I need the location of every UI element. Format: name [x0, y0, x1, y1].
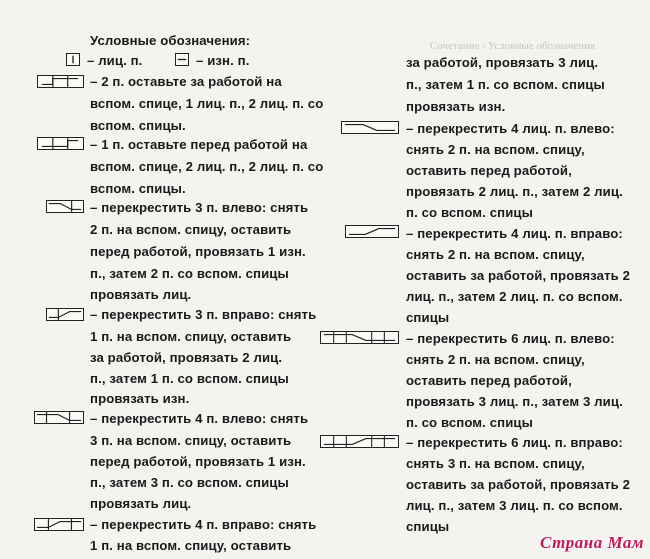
right-item-5-line-3: оставить за работой, провязать 2	[406, 477, 631, 492]
purl-stitch-icon	[175, 53, 189, 66]
cable-2-behind-icon	[37, 75, 84, 88]
right-item-3-line-3: оставить за работой, провязать 2	[406, 268, 631, 283]
knit-label: – лиц. п.	[87, 53, 143, 68]
left-item-1-line-3: вспом. спицы.	[90, 118, 186, 133]
left-item-3-line-1: – перекрестить 3 п. влево: снять	[90, 200, 309, 215]
left-item-4-line-5: провязать изн.	[90, 391, 190, 406]
left-item-2-line-2: вспом. спице, 2 лиц. п., 2 лиц. п. со	[90, 159, 324, 174]
right-item-4-line-1: – перекрестить 6 лиц. п. влево:	[406, 331, 615, 346]
cross-4-left-icon	[34, 411, 84, 424]
right-item-3-line-4: лиц. п., затем 2 лиц. п. со вспом.	[406, 289, 623, 304]
cross-4-knit-right-icon	[345, 225, 399, 238]
right-item-3-line-2: снять 2 п. на вспом. спицу,	[406, 247, 585, 262]
purl-label: – изн. п.	[196, 53, 250, 68]
left-item-4-line-4: п., затем 1 п. со вспом. спицы	[90, 371, 289, 386]
legend-title: Условные обозначения:	[90, 33, 251, 48]
right-item-4-line-5: п. со вспом. спицы	[406, 415, 533, 430]
left-item-3-line-2: 2 п. на вспом. спицу, оставить	[90, 222, 292, 237]
left-item-3-line-5: провязать лиц.	[90, 287, 192, 302]
cable-1-front-icon	[37, 137, 84, 150]
left-item-1-line-2: вспом. спице, 1 лиц. п., 2 лиц. п. со	[90, 96, 324, 111]
right-item-5-line-1: – перекрестить 6 лиц. п. вправо:	[406, 435, 623, 450]
left-item-2-line-3: вспом. спицы.	[90, 181, 186, 196]
left-item-2-line-1: – 1 п. оставьте перед работой на	[90, 137, 308, 152]
left-item-1-line-1: – 2 п. оставьте за работой на	[90, 74, 282, 89]
left-item-5-line-5: провязать лиц.	[90, 496, 192, 511]
right-item-4-line-3: оставить перед работой,	[406, 373, 572, 388]
left-item-5-line-1: – перекрестить 4 п. влево: снять	[90, 411, 309, 426]
left-item-5-line-4: п., затем 3 п. со вспом. спицы	[90, 475, 289, 490]
cross-3-right-icon	[46, 308, 84, 321]
right-item-2-line-5: п. со вспом. спицы	[406, 205, 533, 220]
left-item-4-line-1: – перекрестить 3 п. вправо: снять	[90, 307, 317, 322]
left-item-6-line-2: 1 п. на вспом. спицу, оставить	[90, 538, 292, 553]
cross-6-knit-left-icon	[320, 331, 399, 344]
right-item-5-line-4: лиц. п., затем 3 лиц. п. со вспом.	[406, 498, 623, 513]
knit-stitch-icon	[66, 53, 80, 66]
right-item-2-line-4: провязать 2 лиц. п., затем 2 лиц.	[406, 184, 623, 199]
right-item-1-line-2: п., затем 1 п. со вспом. спицы	[406, 77, 605, 92]
left-item-3-line-4: п., затем 2 п. со вспом. спицы	[90, 266, 289, 281]
site-watermark: Страна Мам	[539, 533, 644, 552]
right-item-1-line-1: за работой, провязать 3 лиц.	[406, 55, 599, 70]
right-item-3-line-1: – перекрестить 4 лиц. п. вправо:	[406, 226, 623, 241]
right-item-2-line-2: снять 2 п. на вспом. спицу,	[406, 142, 585, 157]
left-item-4-line-3: за работой, провязать 2 лиц.	[90, 350, 283, 365]
right-item-3-line-5: спицы	[406, 310, 450, 325]
left-item-5-line-2: 3 п. на вспом. спицу, оставить	[90, 433, 292, 448]
right-item-4-line-4: провязать 3 лиц. п., затем 3 лиц.	[406, 394, 623, 409]
left-item-5-line-3: перед работой, провязать 1 изн.	[90, 454, 306, 469]
right-item-5-line-2: снять 3 п. на вспом. спицу,	[406, 456, 585, 471]
right-item-4-line-2: снять 2 п. на вспом. спицу,	[406, 352, 585, 367]
left-item-4-line-2: 1 п. на вспом. спицу, оставить	[90, 329, 292, 344]
left-item-6-line-1: – перекрестить 4 п. вправо: снять	[90, 517, 317, 532]
right-item-1-line-3: провязать изн.	[406, 99, 506, 114]
right-item-2-line-3: оставить перед работой,	[406, 163, 572, 178]
bleed-through-text: Сочетание / Условные обозначения	[430, 40, 595, 52]
cross-4-knit-left-icon	[341, 121, 399, 134]
cross-3-left-icon	[46, 200, 84, 213]
cross-4-right-icon	[34, 518, 84, 531]
cross-6-knit-right-icon	[320, 435, 399, 448]
right-item-5-line-5: спицы	[406, 519, 450, 534]
left-item-3-line-3: перед работой, провязать 1 изн.	[90, 244, 306, 259]
right-item-2-line-1: – перекрестить 4 лиц. п. влево:	[406, 121, 615, 136]
